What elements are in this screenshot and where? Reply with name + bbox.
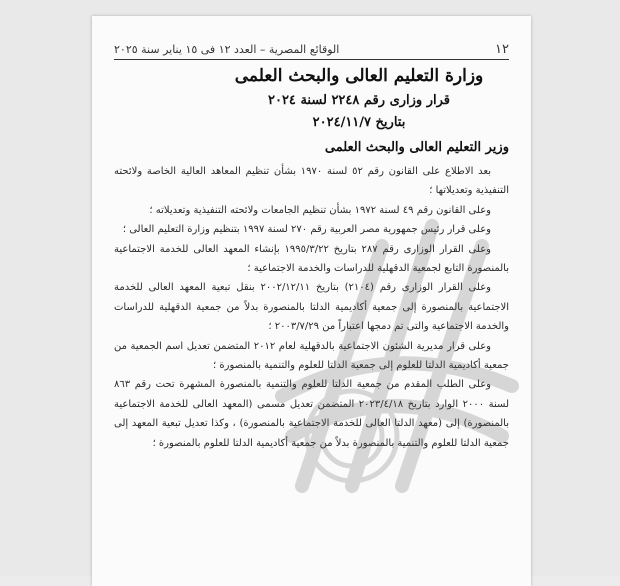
decree-title: قرار وزارى رقم ٢٢٤٨ لسنة ٢٠٢٤: [267, 93, 450, 108]
paragraph: وعلى القرار الوزارى رقم (٢١٠٤) بتاريخ ٢٠٠٢/١٢/١١ بنقل تبعية المعهد العالى للخدمة الاجتماعية بالمنصورة إلى جمعية أكاديمية الدلتا بالمنصورة بدلاً من جمعية الدقهلية للدراسات والخدمة الاجتماعية والتى تم دمجها اعتباراً من ٢٠٠٣/٧/٢٩ ؛: [114, 282, 509, 333]
document-page: [92, 16, 531, 586]
header-rule: [114, 59, 509, 60]
decree-body: [114, 162, 509, 453]
minister-title: وزير التعليم العالى والبحث العلمى: [324, 140, 509, 155]
decree-date: بتاريخ ٢٠٢٤/١١/٧: [312, 115, 406, 130]
paragraph: وعلى القانون رقم ٤٩ لسنة ١٩٧٢ بشأن تنظيم الجامعات ولائحته التنفيذية وتعديلاته ؛: [149, 204, 491, 216]
ministry-title: وزارة التعليم العالى والبحث العلمى: [234, 66, 484, 86]
paragraph: وعلى قرار مديرية الشئون الاجتماعية بالدقهلية لعام ٢٠١٢ المتضمن تعديل اسم الجمعية من جمعية أكاديمية الدلتا للعلوم إلى جمعية الدلتا للعلوم والتنمية بالمنصورة ؛: [114, 340, 509, 372]
paragraph: وعلى الطلب المقدم من جمعية الدلتا للعلوم والتنمية بالمنصورة المشهرة تحت رقم ٨٦٣ لسنة ٢٠٠٠ الوارد بتاريخ ٢٠٢٣/٤/١٨ المتضمن تعديل مسمى (المعهد العالى للخدمة الاجتماعية بالمنصورة) إلى (معهد الدلتا العالى للخدمة الاجتماعية بالمنصورة) ، وكذا تعديل تبعية المعهد إلى جمعية الدلتا للعلوم والتنمية بالمنصورة بدلاً من جمعية أكاديمية الدلتا للعلوم بالمنصورة ؛: [114, 379, 509, 449]
page-number: ١٢: [495, 42, 509, 57]
paragraph: وعلى القرار الوزارى رقم ٢٨٧ بتاريخ ١٩٩٥/٣/٢٢ بإنشاء المعهد العالى للخدمة الاجتماعية بالمنصورة التابع لجمعية الدقهلية للدراسات والخدمة الاجتماعية ؛: [114, 243, 509, 275]
paragraph: وعلى قرار رئيس جمهورية مصر العربية رقم ٢٧٠ لسنة ١٩٩٧ بتنظيم وزارة التعليم العالى ؛: [122, 224, 491, 236]
running-header: [114, 42, 509, 57]
paragraph: بعد الاطلاع على القانون رقم ٥٢ لسنة ١٩٧٠ بشأن تنظيم المعاهد العالية الخاصة ولائحته التنفيذية وتعديلاتها ؛: [114, 166, 509, 197]
running-title: الوقائع المصرية – العدد ١٢ فى ١٥ يناير سنة ٢٠٢٥: [114, 43, 340, 56]
